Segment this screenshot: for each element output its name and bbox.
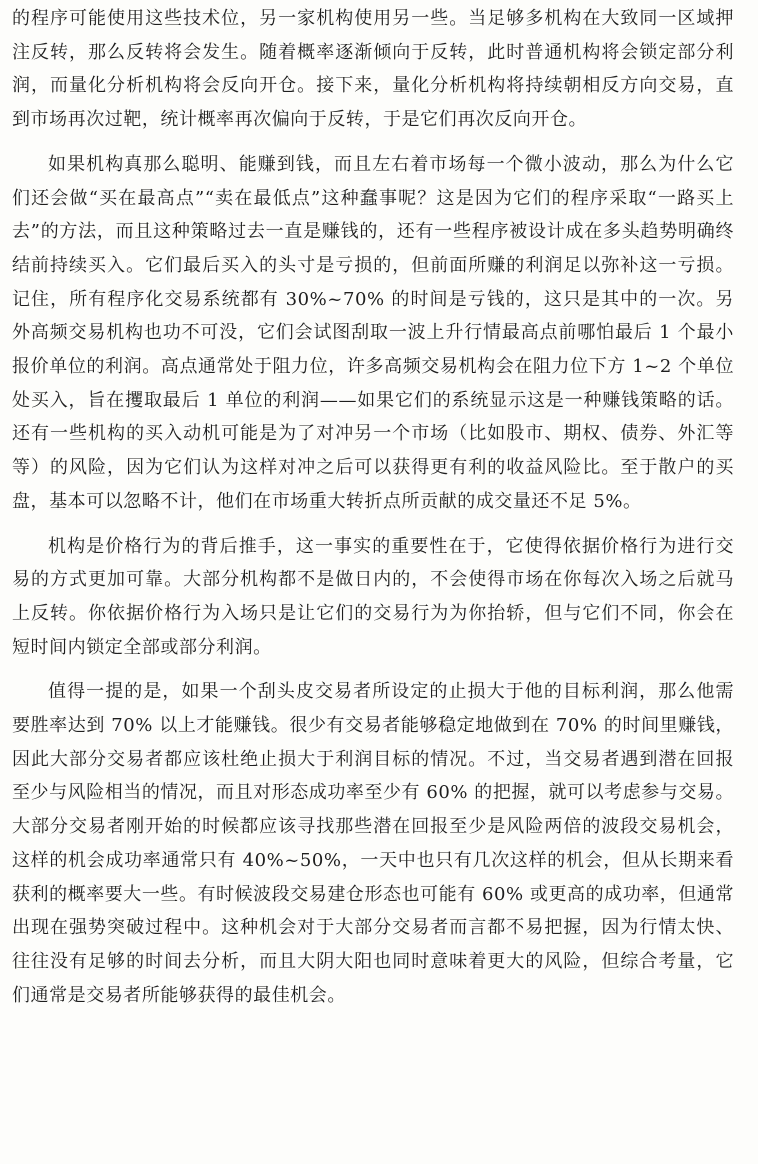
paragraph-institutions-buy-high: 如果机构真那么聪明、能赚到钱，而且左右着市场每一个微小波动，那么为什么它们还会做“买在最高点”“卖在最低点”这种蠢事呢？这是因为它们的程序采取“一路买上去”的方法，而且这种策略过去一直是赚钱的，还有一些程序被设计成在多头趋势明确终结前持续买入。它们最后买入的头寸是亏损的，但前面所赚的利润足以弥补这一亏损。记住，所有程序化交易系统都有 30%~70% 的时间是亏钱的，这只是其中的一次。另外高频交易机构也功不可没，它们会试图刮取一波上升行情最高点前哪怕最后 1 个最小报价单位的利润。高点通常处于阻力位，许多高频交易机构会在阻力位下方 1~2 个单位处买入，旨在攫取最后 1 单位的利润——如果它们的系统显示这是一种赚钱策略的话。还有一些机构的买入动机可能是为了对冲另一个市场（比如股市、期权、债券、外汇等等）的风险，因为它们认为这样对冲之后可以获得更有利的收益风险比。至于散户的买盘，基本可以忽略不计，他们在市场重大转折点所贡献的成交量还不足 5%。	[12, 153, 734, 512]
paragraph-scalper-stop-loss: 值得一提的是，如果一个刮头皮交易者所设定的止损大于他的目标利润，那么他需要胜率达到 70% 以上才能赚钱。很少有交易者能够稳定地做到在 70% 的时间里赚钱，因此大部分交易者都应该杜绝止损大于利润目标的情况。不过，当交易者遇到潜在回报至少与风险相当的情况，而且对形态成功率至少有 60% 的把握，就可以考虑参与交易。大部分交易者刚开始的时候都应该寻找那些潜在回报至少是风险两倍的波段交易机会，这样的机会成功率通常只有 40%~50%，一天中也只有几次这样的机会，但从长期来看获利的概率要大一些。有时候波段交易建仓形态也可能有 60% 或更高的成功率，但通常出现在强势突破过程中。这种机会对于大部分交易者而言都不易把握，因为行情太快、往往没有足够的时间去分析，而且大阴大阳也同时意味着更大的风险，但综合考量，它们通常是交易者所能够获得的最佳机会。	[12, 681, 734, 1006]
body-text	[12, 2, 734, 1012]
paragraph-continued: 的程序可能使用这些技术位，另一家机构使用另一些。当足够多机构在大致同一区域押注反转，那么反转将会发生。随着概率逐渐倾向于反转，此时普通机构将会锁定部分利润，而量化分析机构将会反向开仓。接下来，量化分析机构将持续朝相反方向交易，直到市场再次过靶，统计概率再次偏向于反转，于是它们再次反向开仓。	[12, 8, 734, 131]
paragraph-institutions-drive-price: 机构是价格行为的背后推手，这一事实的重要性在于，它使得依据价格行为进行交易的方式更加可靠。大部分机构都不是做日内的，不会使得市场在你每次入场之后就马上反转。你依据价格行为入场只是让它们的交易行为为你抬轿，但与它们不同，你会在短时间内锁定全部或部分利润。	[12, 535, 734, 658]
